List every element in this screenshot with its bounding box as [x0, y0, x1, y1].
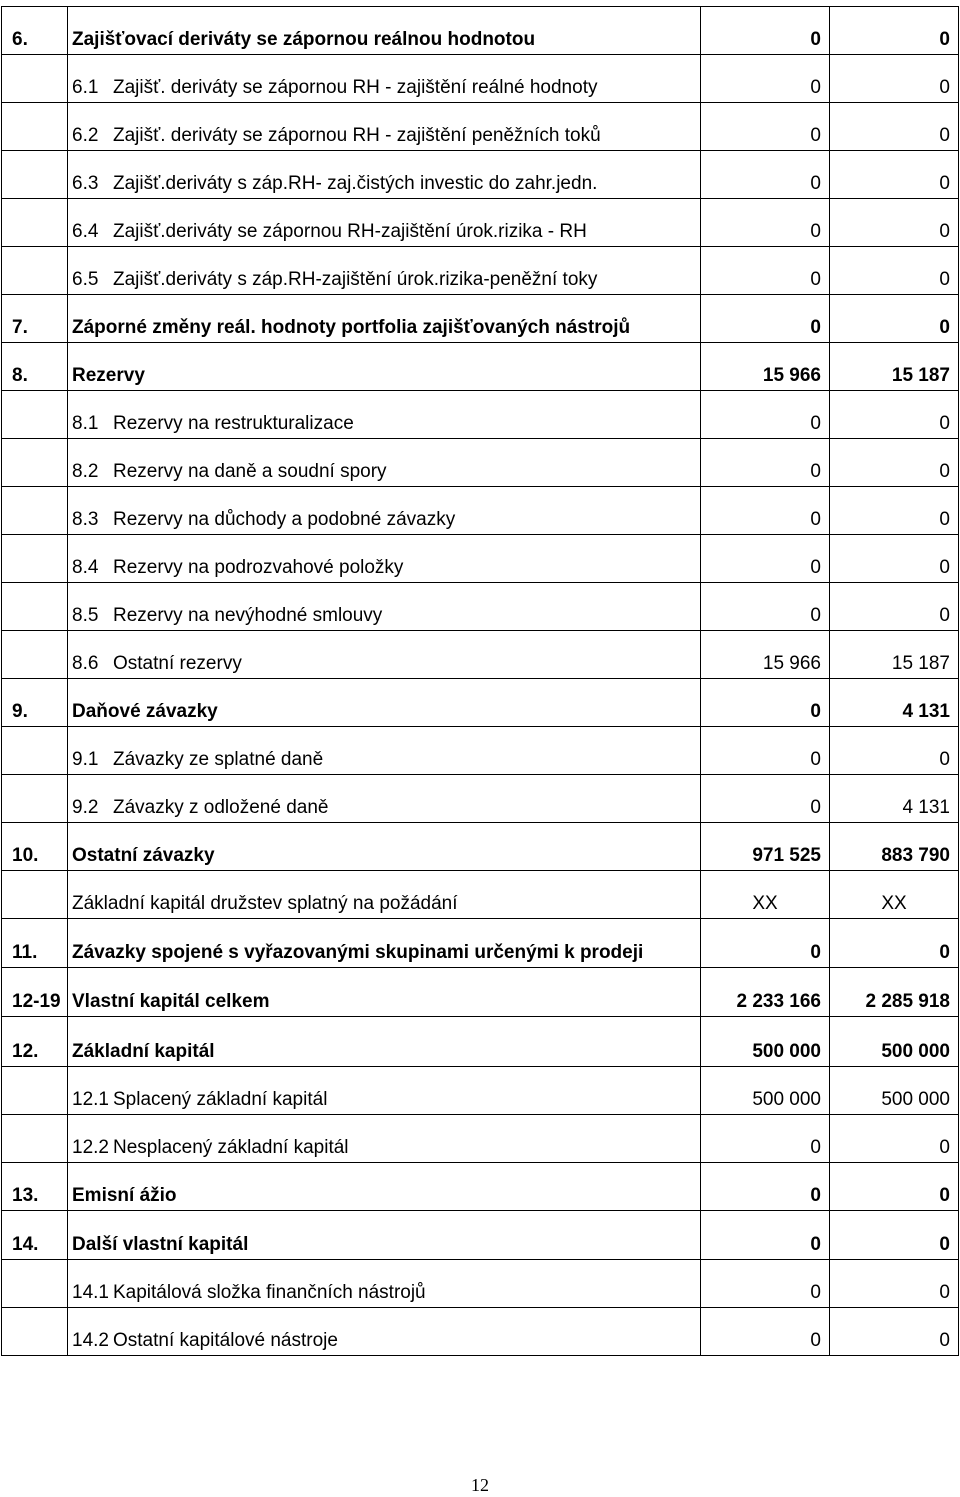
table-row — [2, 823, 959, 871]
sub-item-number: 8.4 — [72, 557, 99, 578]
row-label-cell — [68, 343, 701, 391]
row-label-cell — [68, 1017, 701, 1067]
row-label: Ostatní závazky — [72, 845, 215, 866]
row-label-cell — [68, 103, 701, 151]
value-current: 500 000 — [701, 1067, 830, 1115]
row-label: Zajišť.deriváty s záp.RH- zaj.čistých investic do zahr.jedn. — [113, 173, 598, 194]
row-label: Splacený základní kapitál — [113, 1089, 328, 1110]
table-row — [2, 968, 959, 1017]
row-number: 12. — [2, 1017, 68, 1067]
table-row — [2, 1308, 959, 1356]
row-number — [2, 391, 68, 439]
row-label-cell — [68, 871, 701, 919]
value-current: 0 — [701, 295, 830, 343]
value-previous: 0 — [830, 583, 959, 631]
value-previous: 0 — [830, 151, 959, 199]
value-previous: 0 — [830, 1211, 959, 1260]
row-label: Ostatní kapitálové nástroje — [113, 1330, 338, 1351]
value-current: 0 — [701, 391, 830, 439]
row-label-cell — [68, 1163, 701, 1211]
row-number — [2, 631, 68, 679]
value-current: 0 — [701, 487, 830, 535]
value-previous: 0 — [830, 919, 959, 968]
value-current: 0 — [701, 247, 830, 295]
value-previous: 4 131 — [830, 775, 959, 823]
sub-item-number: 8.1 — [72, 413, 99, 434]
table-row — [2, 871, 959, 919]
value-current: 15 966 — [701, 343, 830, 391]
table-row — [2, 1211, 959, 1260]
table-row — [2, 1067, 959, 1115]
row-label: Zajišť. deriváty se zápornou RH - zajištění reálné hodnoty — [113, 77, 598, 98]
table-row — [2, 1260, 959, 1308]
table-row — [2, 1163, 959, 1211]
sub-item-number: 6.1 — [72, 77, 99, 98]
value-current: 2 233 166 — [701, 968, 830, 1017]
value-current: 0 — [701, 439, 830, 487]
row-number — [2, 583, 68, 631]
row-number — [2, 1067, 68, 1115]
balance-sheet-body — [2, 7, 959, 1356]
value-previous: 0 — [830, 439, 959, 487]
table-row — [2, 439, 959, 487]
row-label: Základní kapitál družstev splatný na požádání — [72, 893, 458, 914]
sub-item-number: 9.1 — [72, 749, 99, 770]
table-row — [2, 631, 959, 679]
row-number — [2, 487, 68, 535]
row-label-cell — [68, 7, 701, 55]
row-number: 11. — [2, 919, 68, 968]
table-row — [2, 343, 959, 391]
sub-item-number: 12.1 — [72, 1089, 109, 1110]
value-previous: 0 — [830, 7, 959, 55]
row-number — [2, 871, 68, 919]
row-label: Zajišť. deriváty se zápornou RH - zajištění peněžních toků — [113, 125, 601, 146]
value-previous: 0 — [830, 535, 959, 583]
row-label: Základní kapitál — [72, 1041, 215, 1062]
row-label-cell — [68, 727, 701, 775]
row-number: 10. — [2, 823, 68, 871]
row-label-cell — [68, 1067, 701, 1115]
table-row — [2, 487, 959, 535]
row-number — [2, 1308, 68, 1356]
row-number — [2, 151, 68, 199]
value-previous: XX — [830, 871, 959, 919]
row-label-cell — [68, 583, 701, 631]
value-current: 971 525 — [701, 823, 830, 871]
row-label-cell — [68, 1115, 701, 1163]
table-row — [2, 583, 959, 631]
sub-item-number: 6.5 — [72, 269, 99, 290]
row-number — [2, 199, 68, 247]
row-label-cell — [68, 151, 701, 199]
row-label: Ostatní rezervy — [113, 653, 242, 674]
value-current: XX — [701, 871, 830, 919]
row-label-cell — [68, 295, 701, 343]
table-row — [2, 919, 959, 968]
row-number: 13. — [2, 1163, 68, 1211]
table-row — [2, 55, 959, 103]
value-current: 15 966 — [701, 631, 830, 679]
value-current: 0 — [701, 919, 830, 968]
sub-item-number: 8.3 — [72, 509, 99, 530]
row-label-cell — [68, 631, 701, 679]
row-number: 9. — [2, 679, 68, 727]
sub-item-number: 14.2 — [72, 1330, 109, 1351]
value-current: 0 — [701, 103, 830, 151]
row-label: Závazky z odložené daně — [113, 797, 329, 818]
value-current: 0 — [701, 1308, 830, 1356]
row-number — [2, 103, 68, 151]
row-label-cell — [68, 968, 701, 1017]
row-label-cell — [68, 391, 701, 439]
table-row — [2, 535, 959, 583]
row-label: Rezervy na restrukturalizace — [113, 413, 354, 434]
table-row — [2, 199, 959, 247]
table-row — [2, 679, 959, 727]
row-label: Další vlastní kapitál — [72, 1234, 249, 1255]
row-label: Záporné změny reál. hodnoty portfolia zajišťovaných nástrojů — [72, 317, 631, 338]
row-label: Zajišť.deriváty se zápornou RH-zajištění úrok.rizika - RH — [113, 221, 587, 242]
sub-item-number: 6.4 — [72, 221, 99, 242]
sub-item-number: 12.2 — [72, 1137, 109, 1158]
table-row — [2, 391, 959, 439]
value-current: 0 — [701, 55, 830, 103]
sub-item-number: 14.1 — [72, 1282, 109, 1303]
value-previous: 883 790 — [830, 823, 959, 871]
sub-item-number: 8.5 — [72, 605, 99, 626]
row-label: Rezervy na daně a soudní spory — [113, 461, 387, 482]
row-label: Závazky spojené s vyřazovanými skupinami určenými k prodeji — [72, 942, 644, 963]
row-label: Vlastní kapitál celkem — [72, 991, 270, 1012]
value-previous: 0 — [830, 1163, 959, 1211]
row-label-cell — [68, 679, 701, 727]
table-row — [2, 775, 959, 823]
row-label: Nesplacený základní kapitál — [113, 1137, 349, 1158]
row-label: Rezervy na důchody a podobné závazky — [113, 509, 456, 530]
value-current: 0 — [701, 727, 830, 775]
row-label: Závazky ze splatné daně — [113, 749, 324, 770]
value-current: 0 — [701, 1163, 830, 1211]
value-previous: 2 285 918 — [830, 968, 959, 1017]
row-number: 7. — [2, 295, 68, 343]
sub-item-number: 8.6 — [72, 653, 99, 674]
row-number: 6. — [2, 7, 68, 55]
value-previous: 500 000 — [830, 1017, 959, 1067]
row-number — [2, 1260, 68, 1308]
value-previous: 0 — [830, 487, 959, 535]
value-current: 0 — [701, 775, 830, 823]
row-number: 8. — [2, 343, 68, 391]
row-number — [2, 727, 68, 775]
row-label: Kapitálová složka finančních nástrojů — [113, 1282, 426, 1303]
row-label: Rezervy — [72, 365, 145, 386]
value-previous: 0 — [830, 1308, 959, 1356]
row-label: Zajišťovací deriváty se zápornou reálnou hodnotou — [72, 29, 536, 50]
value-current: 0 — [701, 1115, 830, 1163]
row-label: Rezervy na podrozvahové položky — [113, 557, 404, 578]
value-current: 0 — [701, 1260, 830, 1308]
value-previous: 0 — [830, 55, 959, 103]
value-previous: 0 — [830, 103, 959, 151]
row-label-cell — [68, 487, 701, 535]
value-current: 0 — [701, 583, 830, 631]
sub-item-number: 8.2 — [72, 461, 99, 482]
row-label-cell — [68, 535, 701, 583]
row-label-cell — [68, 775, 701, 823]
value-previous: 4 131 — [830, 679, 959, 727]
table-row — [2, 1115, 959, 1163]
value-previous: 0 — [830, 199, 959, 247]
row-label: Rezervy na nevýhodné smlouvy — [113, 605, 383, 626]
row-label: Zajišť.deriváty s záp.RH-zajištění úrok.rizika-peněžní toky — [113, 269, 598, 290]
row-label-cell — [68, 1308, 701, 1356]
row-number: 14. — [2, 1211, 68, 1260]
row-number — [2, 535, 68, 583]
value-previous: 15 187 — [830, 343, 959, 391]
table-row — [2, 295, 959, 343]
value-previous: 15 187 — [830, 631, 959, 679]
value-current: 0 — [701, 679, 830, 727]
row-number — [2, 439, 68, 487]
balance-sheet-table — [1, 6, 959, 1356]
row-label-cell — [68, 919, 701, 968]
value-current: 0 — [701, 1211, 830, 1260]
row-number — [2, 1115, 68, 1163]
value-previous: 500 000 — [830, 1067, 959, 1115]
table-row — [2, 7, 959, 55]
value-previous: 0 — [830, 1115, 959, 1163]
row-label-cell — [68, 439, 701, 487]
row-number — [2, 247, 68, 295]
row-number — [2, 775, 68, 823]
table-row — [2, 151, 959, 199]
value-previous: 0 — [830, 1260, 959, 1308]
row-label: Emisní ážio — [72, 1185, 177, 1206]
row-number: 12-19 — [2, 968, 68, 1017]
row-label-cell — [68, 55, 701, 103]
value-current: 500 000 — [701, 1017, 830, 1067]
sub-item-number: 6.3 — [72, 173, 99, 194]
sub-item-number: 9.2 — [72, 797, 99, 818]
value-current: 0 — [701, 535, 830, 583]
table-row — [2, 247, 959, 295]
row-label-cell — [68, 247, 701, 295]
value-previous: 0 — [830, 391, 959, 439]
row-number — [2, 55, 68, 103]
value-current: 0 — [701, 199, 830, 247]
value-previous: 0 — [830, 727, 959, 775]
row-label-cell — [68, 823, 701, 871]
row-label-cell — [68, 199, 701, 247]
page-number: 12 — [471, 1475, 489, 1495]
row-label: Daňové závazky — [72, 701, 218, 722]
value-previous: 0 — [830, 247, 959, 295]
value-previous: 0 — [830, 295, 959, 343]
value-current: 0 — [701, 7, 830, 55]
value-current: 0 — [701, 151, 830, 199]
row-label-cell — [68, 1260, 701, 1308]
table-row — [2, 727, 959, 775]
table-row — [2, 1017, 959, 1067]
table-row — [2, 103, 959, 151]
sub-item-number: 6.2 — [72, 125, 99, 146]
row-label-cell — [68, 1211, 701, 1260]
